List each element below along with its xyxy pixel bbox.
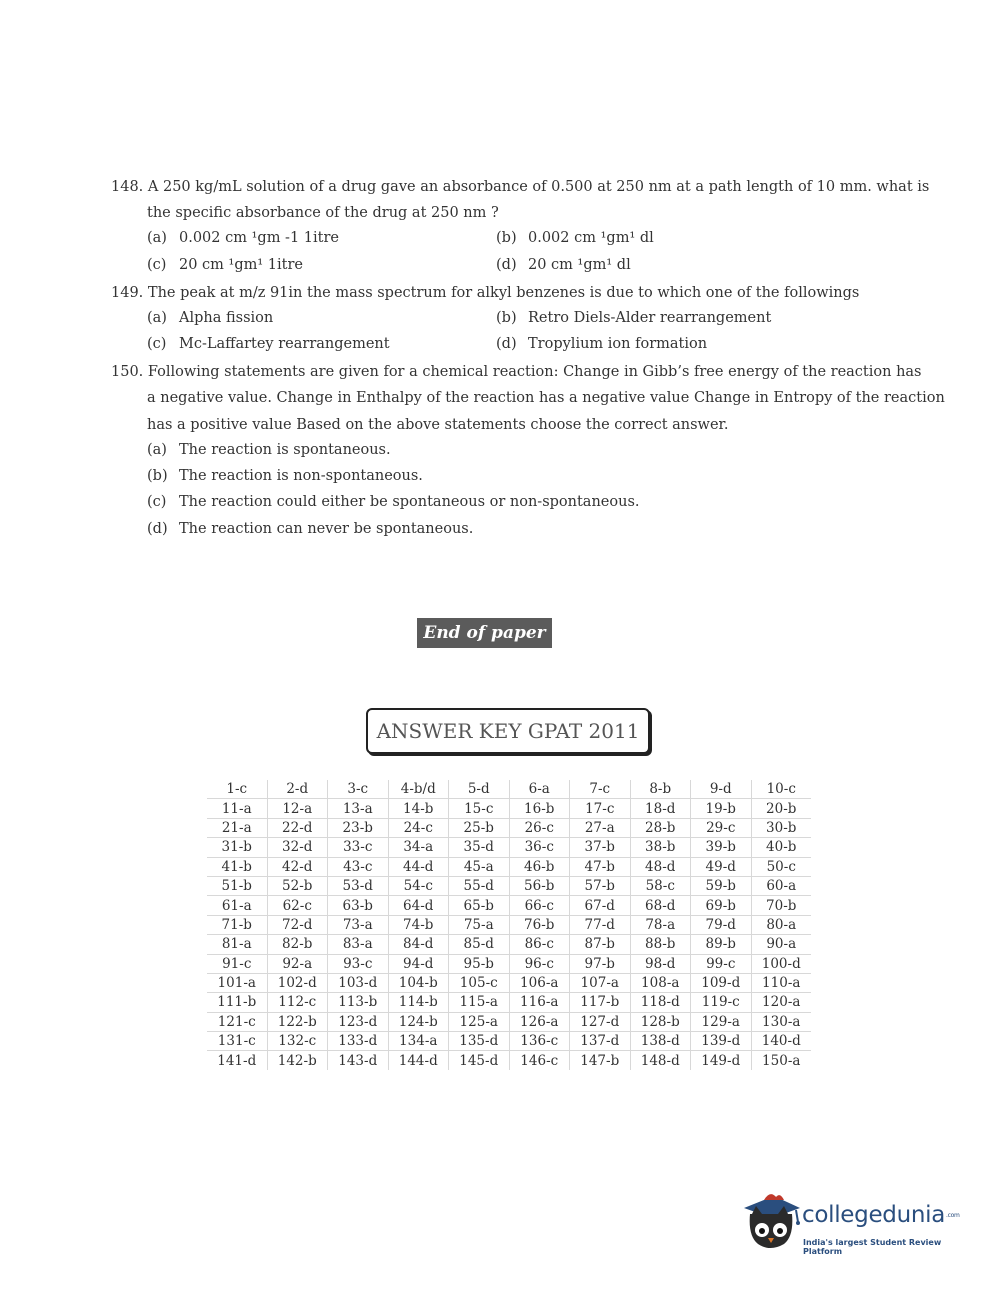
logo-wordmark: collegedunia.com	[802, 1202, 960, 1228]
answer-key-cell: 81-a	[207, 935, 267, 954]
answer-key-cell: 48-d	[630, 857, 691, 876]
option-text: The reaction is spontaneous.	[179, 442, 391, 458]
answer-key-cell: 41-b	[207, 857, 267, 876]
answer-key-cell: 63-b	[328, 896, 389, 915]
answer-key-cell: 61-a	[207, 896, 267, 915]
option-text: The reaction could either be spontaneous or non-spontaneous.	[179, 494, 640, 510]
answer-key-row	[207, 1051, 811, 1070]
option-149-b	[496, 310, 771, 326]
option-label: (d)	[496, 257, 517, 273]
answer-key-cell: 95-b	[449, 954, 510, 973]
option-label: (a)	[147, 442, 167, 458]
end-of-paper-label: End of paper	[417, 618, 552, 648]
answer-key-cell: 80-a	[751, 915, 811, 934]
answer-key-cell: 137-d	[570, 1032, 631, 1051]
answer-key-cell: 21-a	[207, 818, 267, 837]
answer-key-cell: 47-b	[570, 857, 631, 876]
option-label: (a)	[147, 230, 167, 246]
answer-key-cell: 7-c	[570, 780, 631, 799]
option-text: 20 cm ¹gm¹ dl	[528, 257, 631, 273]
answer-key-cell: 55-d	[449, 876, 510, 895]
option-label: (d)	[496, 336, 517, 352]
answer-key-cell: 74-b	[388, 915, 449, 934]
answer-key-row	[207, 818, 811, 837]
answer-key-cell: 119-c	[691, 993, 752, 1012]
question-text-line: the specific absorbance of the drug at 250 nm ?	[147, 205, 499, 222]
answer-key-cell: 105-c	[449, 973, 510, 992]
answer-key-cell: 23-b	[328, 818, 389, 837]
answer-key-row	[207, 780, 811, 799]
answer-key-table	[207, 780, 811, 1070]
answer-key-cell: 107-a	[570, 973, 631, 992]
answer-key-cell: 16-b	[509, 799, 570, 818]
answer-key-cell: 148-d	[630, 1051, 691, 1070]
collegedunia-logo	[740, 1188, 970, 1258]
answer-key-cell: 117-b	[570, 993, 631, 1012]
answer-key-cell: 59-b	[691, 876, 752, 895]
answer-key-cell: 103-d	[328, 973, 389, 992]
answer-key-row	[207, 896, 811, 915]
answer-key-row	[207, 973, 811, 992]
answer-key-cell: 4-b/d	[388, 780, 449, 799]
answer-key-cell: 42-d	[267, 857, 328, 876]
option-label: (b)	[496, 310, 517, 326]
answer-key-cell: 71-b	[207, 915, 267, 934]
answer-key-cell: 140-d	[751, 1032, 811, 1051]
answer-key-cell: 104-b	[388, 973, 449, 992]
option-text: The reaction is non-spontaneous.	[179, 468, 423, 484]
answer-key-cell: 6-a	[509, 780, 570, 799]
answer-key-row	[207, 876, 811, 895]
answer-key-cell: 85-d	[449, 935, 510, 954]
answer-key-cell: 150-a	[751, 1051, 811, 1070]
option-149-c	[147, 336, 390, 352]
answer-key-cell: 111-b	[207, 993, 267, 1012]
answer-key-cell: 35-d	[449, 838, 510, 857]
answer-key-cell: 14-b	[388, 799, 449, 818]
answer-key-row	[207, 993, 811, 1012]
answer-key-cell: 90-a	[751, 935, 811, 954]
answer-key-cell: 116-a	[509, 993, 570, 1012]
answer-key-cell: 94-d	[388, 954, 449, 973]
answer-key-cell: 130-a	[751, 1012, 811, 1031]
answer-key-row	[207, 838, 811, 857]
answer-key-cell: 27-a	[570, 818, 631, 837]
answer-key-cell: 118-d	[630, 993, 691, 1012]
answer-key-cell: 82-b	[267, 935, 328, 954]
answer-key-cell: 131-c	[207, 1032, 267, 1051]
question-148	[111, 174, 930, 227]
answer-key-row	[207, 799, 811, 818]
answer-key-cell: 34-a	[388, 838, 449, 857]
answer-key-cell: 89-b	[691, 935, 752, 954]
answer-key-cell: 25-b	[449, 818, 510, 837]
answer-key-cell: 66-c	[509, 896, 570, 915]
answer-key-cell: 32-d	[267, 838, 328, 857]
option-148-c	[147, 257, 303, 273]
answer-key-cell: 98-d	[630, 954, 691, 973]
option-text: Alpha fission	[179, 310, 274, 326]
answer-key-cell: 123-d	[328, 1012, 389, 1031]
answer-key-cell: 76-b	[509, 915, 570, 934]
answer-key-cell: 113-b	[328, 993, 389, 1012]
answer-key-cell: 38-b	[630, 838, 691, 857]
answer-key-cell: 100-d	[751, 954, 811, 973]
answer-key-cell: 139-d	[691, 1032, 752, 1051]
answer-key-cell: 73-a	[328, 915, 389, 934]
answer-key-cell: 135-d	[449, 1032, 510, 1051]
answer-key-row	[207, 1032, 811, 1051]
answer-key-cell: 37-b	[570, 838, 631, 857]
answer-key-cell: 96-c	[509, 954, 570, 973]
answer-key-cell: 146-c	[509, 1051, 570, 1070]
answer-key-cell: 132-c	[267, 1032, 328, 1051]
answer-key-cell: 8-b	[630, 780, 691, 799]
answer-key-cell: 79-d	[691, 915, 752, 934]
option-text: 0.002 cm ¹gm -1 1itre	[179, 230, 339, 246]
answer-key-cell: 144-d	[388, 1051, 449, 1070]
option-150-c	[147, 494, 640, 510]
answer-key-cell: 53-d	[328, 876, 389, 895]
answer-key-cell: 75-a	[449, 915, 510, 934]
answer-key-cell: 92-a	[267, 954, 328, 973]
answer-key-row	[207, 935, 811, 954]
answer-key-cell: 9-d	[691, 780, 752, 799]
answer-key-cell: 134-a	[388, 1032, 449, 1051]
answer-key-cell: 121-c	[207, 1012, 267, 1031]
question-149	[111, 280, 901, 306]
answer-key-cell: 122-b	[267, 1012, 328, 1031]
answer-key-cell: 65-b	[449, 896, 510, 915]
question-text-line: 150. Following statements are given for a chemical reaction: Change in Gibb’s free energy of the reaction has	[111, 364, 922, 380]
option-149-d	[496, 336, 707, 352]
answer-key-cell: 91-c	[207, 954, 267, 973]
option-text: Retro Diels-Alder rearrangement	[528, 310, 772, 326]
answer-key-cell: 11-a	[207, 799, 267, 818]
logo-tagline: India's largest Student Review Platform	[803, 1238, 942, 1256]
answer-key-cell: 1-c	[226, 781, 248, 798]
answer-key-cell: 26-c	[509, 818, 570, 837]
option-label: (b)	[496, 230, 517, 246]
answer-key-cell: 106-a	[509, 973, 570, 992]
answer-key-cell: 3-c	[328, 780, 389, 799]
answer-key-cell: 24-c	[388, 818, 449, 837]
option-label: (c)	[147, 494, 167, 510]
answer-key-cell: 39-b	[691, 838, 752, 857]
answer-key-cell: 145-d	[449, 1051, 510, 1070]
answer-key-cell: 87-b	[570, 935, 631, 954]
answer-key-cell: 54-c	[388, 876, 449, 895]
answer-key-cell: 114-b	[388, 993, 449, 1012]
answer-key-cell: 124-b	[388, 1012, 449, 1031]
answer-key-cell: 78-a	[630, 915, 691, 934]
answer-key-cell: 84-d	[388, 935, 449, 954]
answer-key-cell: 136-c	[509, 1032, 570, 1051]
answer-key-cell: 43-c	[328, 857, 389, 876]
answer-key-cell: 62-c	[267, 896, 328, 915]
option-text: 0.002 cm ¹gm¹ dl	[528, 230, 654, 246]
option-text: Mc-Laffartey rearrangement	[179, 336, 390, 352]
answer-key-row	[207, 857, 811, 876]
answer-key-cell: 70-b	[751, 896, 811, 915]
answer-key-cell: 99-c	[691, 954, 752, 973]
answer-key-cell: 33-c	[328, 838, 389, 857]
answer-key-cell: 29-c	[691, 818, 752, 837]
option-text: Tropylium ion formation	[528, 336, 708, 352]
option-label: (c)	[147, 336, 167, 352]
option-label: (c)	[147, 257, 167, 273]
option-label: (b)	[147, 468, 168, 484]
option-label: (d)	[147, 521, 168, 537]
option-148-d	[496, 257, 631, 273]
answer-key-cell: 45-a	[449, 857, 510, 876]
answer-key-cell: 127-d	[570, 1012, 631, 1031]
answer-key-cell: 149-d	[691, 1051, 752, 1070]
answer-key-row	[207, 954, 811, 973]
option-150-a	[147, 442, 391, 458]
question-text-line: 148. A 250 kg/mL solution of a drug gave an absorbance of 0.500 at 250 nm at a path length of 10 mm. what is	[111, 179, 930, 195]
answer-key-cell: 112-c	[267, 993, 328, 1012]
answer-key-cell: 13-a	[328, 799, 389, 818]
answer-key-cell: 128-b	[630, 1012, 691, 1031]
option-text: The reaction can never be spontaneous.	[179, 521, 474, 537]
answer-key-cell: 69-b	[691, 896, 752, 915]
answer-key-cell: 129-a	[691, 1012, 752, 1031]
answer-key-cell: 46-b	[509, 857, 570, 876]
answer-key-cell: 108-a	[630, 973, 691, 992]
answer-key-cell: 20-b	[751, 799, 811, 818]
answer-key-cell: 147-b	[570, 1051, 631, 1070]
answer-key-cell: 10-c	[751, 780, 811, 799]
answer-key-cell: 77-d	[570, 915, 631, 934]
option-148-a	[147, 230, 339, 246]
answer-key-cell: 52-b	[267, 876, 328, 895]
answer-key-cell: 102-d	[267, 973, 328, 992]
answer-key-cell: 86-c	[509, 935, 570, 954]
answer-key-row	[207, 1012, 811, 1031]
answer-key-cell: 30-b	[751, 818, 811, 837]
answer-key-cell: 40-b	[751, 838, 811, 857]
option-150-b	[147, 468, 423, 484]
answer-key-cell: 115-a	[449, 993, 510, 1012]
answer-key-cell: 44-d	[388, 857, 449, 876]
answer-key-cell: 51-b	[207, 876, 267, 895]
question-text-line: has a positive value Based on the above statements choose the correct answer.	[147, 416, 729, 433]
answer-key-cell: 58-c	[630, 876, 691, 895]
answer-key-cell: 120-a	[751, 993, 811, 1012]
answer-key-cell: 5-d	[449, 780, 510, 799]
answer-key-cell: 36-c	[509, 838, 570, 857]
answer-key-cell: 83-a	[328, 935, 389, 954]
answer-key-cell: 101-a	[207, 973, 267, 992]
option-148-b	[496, 230, 654, 246]
answer-key-cell: 125-a	[449, 1012, 510, 1031]
option-label: (a)	[147, 310, 167, 326]
option-150-d	[147, 521, 473, 537]
answer-key-row	[207, 915, 811, 934]
answer-key-cell: 64-d	[388, 896, 449, 915]
answer-key-cell: 17-c	[570, 799, 631, 818]
answer-key-cell: 2-d	[267, 780, 328, 799]
answer-key-cell: 15-c	[449, 799, 510, 818]
answer-key-cell: 31-b	[207, 838, 267, 857]
question-text-line: a negative value. Change in Enthalpy of the reaction has a negative value Change in Entropy of the reaction	[147, 390, 945, 407]
answer-key-cell: 93-c	[328, 954, 389, 973]
answer-key-cell: 143-d	[328, 1051, 389, 1070]
question-150	[111, 359, 945, 438]
answer-key-cell: 18-d	[630, 799, 691, 818]
answer-key-cell: 68-d	[630, 896, 691, 915]
answer-key-cell: 67-d	[570, 896, 631, 915]
answer-key-cell: 60-a	[751, 876, 811, 895]
answer-key-title: ANSWER KEY GPAT 2011	[366, 708, 650, 754]
answer-key-cell: 22-d	[267, 818, 328, 837]
answer-key-cell: 19-b	[691, 799, 752, 818]
answer-key-cell: 56-b	[509, 876, 570, 895]
answer-key-cell: 88-b	[630, 935, 691, 954]
answer-key-cell: 142-b	[267, 1051, 328, 1070]
answer-key-cell: 50-c	[751, 857, 811, 876]
answer-key-cell: 12-a	[267, 799, 328, 818]
answer-key-cell: 57-b	[570, 876, 631, 895]
answer-key-cell: 28-b	[630, 818, 691, 837]
answer-key-cell: 109-d	[691, 973, 752, 992]
answer-key-cell: 49-d	[691, 857, 752, 876]
answer-key-cell: 141-d	[207, 1051, 267, 1070]
answer-key-cell: 133-d	[328, 1032, 389, 1051]
answer-key-cell: 97-b	[570, 954, 631, 973]
option-149-a	[147, 310, 273, 326]
option-text: 20 cm ¹gm¹ 1itre	[179, 257, 304, 273]
question-text-line: 149. The peak at m/z 91in the mass spectrum for alkyl benzenes is due to which one of the followings	[111, 285, 860, 301]
answer-key-cell: 138-d	[630, 1032, 691, 1051]
answer-key-cell: 72-d	[267, 915, 328, 934]
owl-mascot-icon	[740, 1188, 802, 1256]
answer-key-cell: 126-a	[509, 1012, 570, 1031]
answer-key-cell: 110-a	[751, 973, 811, 992]
